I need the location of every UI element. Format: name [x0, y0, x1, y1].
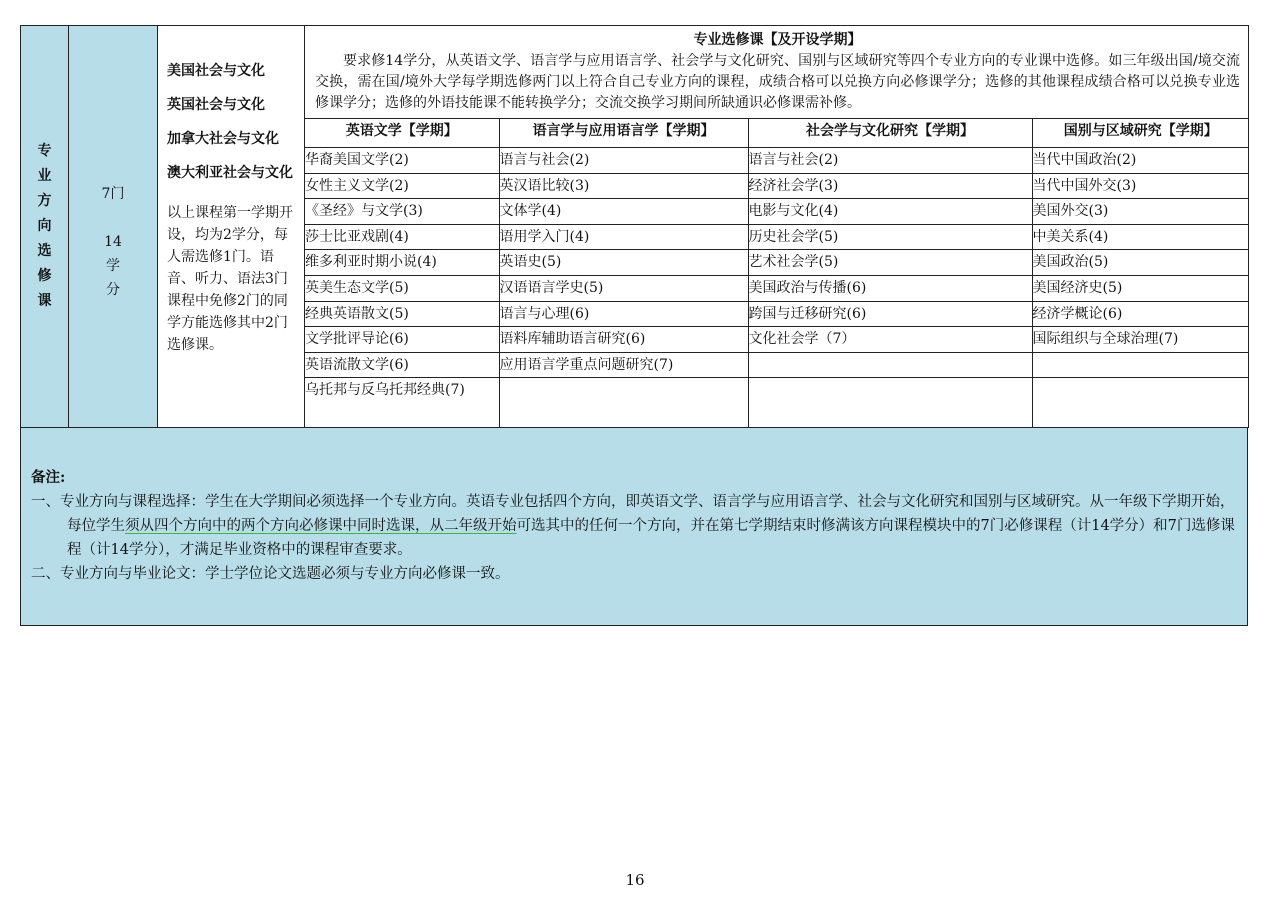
electives-description: 要求修14学分，从英语文学、语言学与应用语言学、社会学与文化研究、国别与区域研究等四个专业方向的专业课中选修。如三年级出国/境交流交换，需在国/境外大学每学期选修两门以上符合自己专业方向的课程，成绩合格可以兑换方向必修课学分；选修的其他课程成绩合格可以兑换专业选修课学分；选修的外语技能课不能转换学分；交流交换学习期间所缺通识必修课需补修。: [315, 53, 1240, 111]
remark-text: 一、专业方向与课程选择：学生在大学期间必须选择一个专业方向。英语专业包括四个方向，即英语文学、语言学与应用语言学、社会与文化研究和国别与区域研究。从一年级下学期开始，每位学生: [31, 494, 1235, 535]
credits-cell: [69, 26, 158, 428]
table-row: [305, 224, 1249, 250]
course-cell: 语用学入门(4): [499, 224, 748, 250]
course-cell: 文化社会学（7）: [748, 327, 1032, 353]
course-cell: 维多利亚时期小说(4): [305, 250, 499, 276]
course-cell: 应用语言学重点问题研究(7): [499, 352, 748, 378]
remarks-box: [20, 428, 1248, 626]
course-cell: 语言与社会(2): [748, 148, 1032, 174]
course-cell: 美国经济史(5): [1032, 275, 1249, 301]
course-cell: 当代中国外交(3): [1032, 173, 1249, 199]
course-cell: 英语流散文学(6): [305, 352, 499, 378]
module-item: 英国社会与文化: [167, 97, 265, 113]
course-cell: 跨国与迁移研究(6): [748, 301, 1032, 327]
course-cell: 经济学概论(6): [1032, 301, 1249, 327]
remark-item-2: 二、专业方向与毕业论文：学士学位论文选题必须与专业方向必修课一致。: [31, 566, 510, 583]
table-row: [305, 352, 1249, 378]
electives-cell: [305, 26, 1249, 428]
course-cell: 华裔美国文学(2): [305, 148, 499, 174]
credit-number: 14: [104, 234, 122, 250]
credit-unit-2: 分: [106, 282, 120, 298]
page-number: 16: [625, 871, 645, 889]
remark-text: 可选其中的任何一个方向，并在第七学期结束时修满该方向课程模块中的7门必修课程（计14学分）和7门选修课程（计14学分），才满足毕业资格中的课程审查要求。: [67, 518, 1235, 559]
module-item: 澳大利亚社会与文化: [167, 165, 293, 181]
table-row: [305, 327, 1249, 353]
table-row: [305, 301, 1249, 327]
course-cell: [499, 378, 748, 428]
course-cell: 莎士比亚戏剧(4): [305, 224, 499, 250]
column-header: 社会学与文化研究【学期】: [748, 119, 1032, 148]
table-row: [305, 199, 1249, 225]
category-char: 向: [37, 218, 52, 235]
course-cell: [748, 352, 1032, 378]
course-cell: 语言与社会(2): [499, 148, 748, 174]
course-count: 7门: [101, 186, 125, 202]
table-row: [305, 250, 1249, 276]
underlined-remark-text: 须从四个方向中的两个方向必修课中同时选课，从二年级开始: [125, 518, 517, 535]
course-cell: 语言与心理(6): [499, 301, 748, 327]
table-row: [305, 148, 1249, 174]
electives-header: [305, 26, 1248, 119]
course-cell: 英美生态文学(5): [305, 275, 499, 301]
course-cell: 美国政治与传播(6): [748, 275, 1032, 301]
category-char: 选: [37, 243, 52, 260]
column-header-row: [305, 119, 1249, 148]
credit-unit-1: 学: [106, 258, 120, 274]
course-cell: 文体学(4): [499, 199, 748, 225]
table-row: [305, 378, 1249, 428]
module-item: 加拿大社会与文化: [167, 131, 279, 147]
modules-cell: [158, 26, 305, 428]
course-cell: [748, 378, 1032, 428]
curriculum-sheet: [20, 25, 1248, 626]
category-char: 课: [37, 293, 52, 310]
electives-title: 专业选修课【及开设学期】: [693, 32, 862, 48]
column-header: 国别与区域研究【学期】: [1032, 119, 1249, 148]
course-cell: 中美关系(4): [1032, 224, 1249, 250]
column-header: 语言学与应用语言学【学期】: [499, 119, 748, 148]
table-row: [305, 173, 1249, 199]
table-row: [305, 275, 1249, 301]
course-cell: 经典英语散文(5): [305, 301, 499, 327]
course-cell: 美国外交(3): [1032, 199, 1249, 225]
column-header: 英语文学【学期】: [305, 119, 499, 148]
category-char: 方: [37, 193, 52, 210]
course-cell: [1032, 378, 1249, 428]
course-cell: 语料库辅助语言研究(6): [499, 327, 748, 353]
course-cell: 当代中国政治(2): [1032, 148, 1249, 174]
category-label-cell: [21, 26, 69, 428]
category-char: 修: [37, 268, 52, 285]
course-cell: 艺术社会学(5): [748, 250, 1032, 276]
course-cell: 乌托邦与反乌托邦经典(7): [305, 378, 499, 428]
course-cell: 英语史(5): [499, 250, 748, 276]
course-cell: [1032, 352, 1249, 378]
remarks-label: 备注:: [31, 469, 66, 487]
module-item: 美国社会与文化: [167, 63, 265, 79]
course-cell: 女性主义文学(2): [305, 173, 499, 199]
course-cell: 国际组织与全球治理(7): [1032, 327, 1249, 353]
category-char: 业: [37, 168, 52, 185]
course-cell: 文学批评导论(6): [305, 327, 499, 353]
module-note: 以上课程第一学期开设，均为2学分，每人需选修1门。语音、听力、语法3门课程中免修2门的同学方能选修其中2门选修课。: [167, 205, 293, 353]
course-cell: 《圣经》与文学(3): [305, 199, 499, 225]
course-cell: 历史社会学(5): [748, 224, 1032, 250]
course-cell: 汉语语言学史(5): [499, 275, 748, 301]
course-cell: 英汉语比较(3): [499, 173, 748, 199]
remark-item-1: [31, 490, 1237, 562]
course-cell: 经济社会学(3): [748, 173, 1032, 199]
course-list-table: [305, 119, 1249, 427]
course-cell: 电影与文化(4): [748, 199, 1032, 225]
category-char: 专: [37, 143, 52, 160]
elective-table: [20, 25, 1249, 428]
course-cell: 美国政治(5): [1032, 250, 1249, 276]
